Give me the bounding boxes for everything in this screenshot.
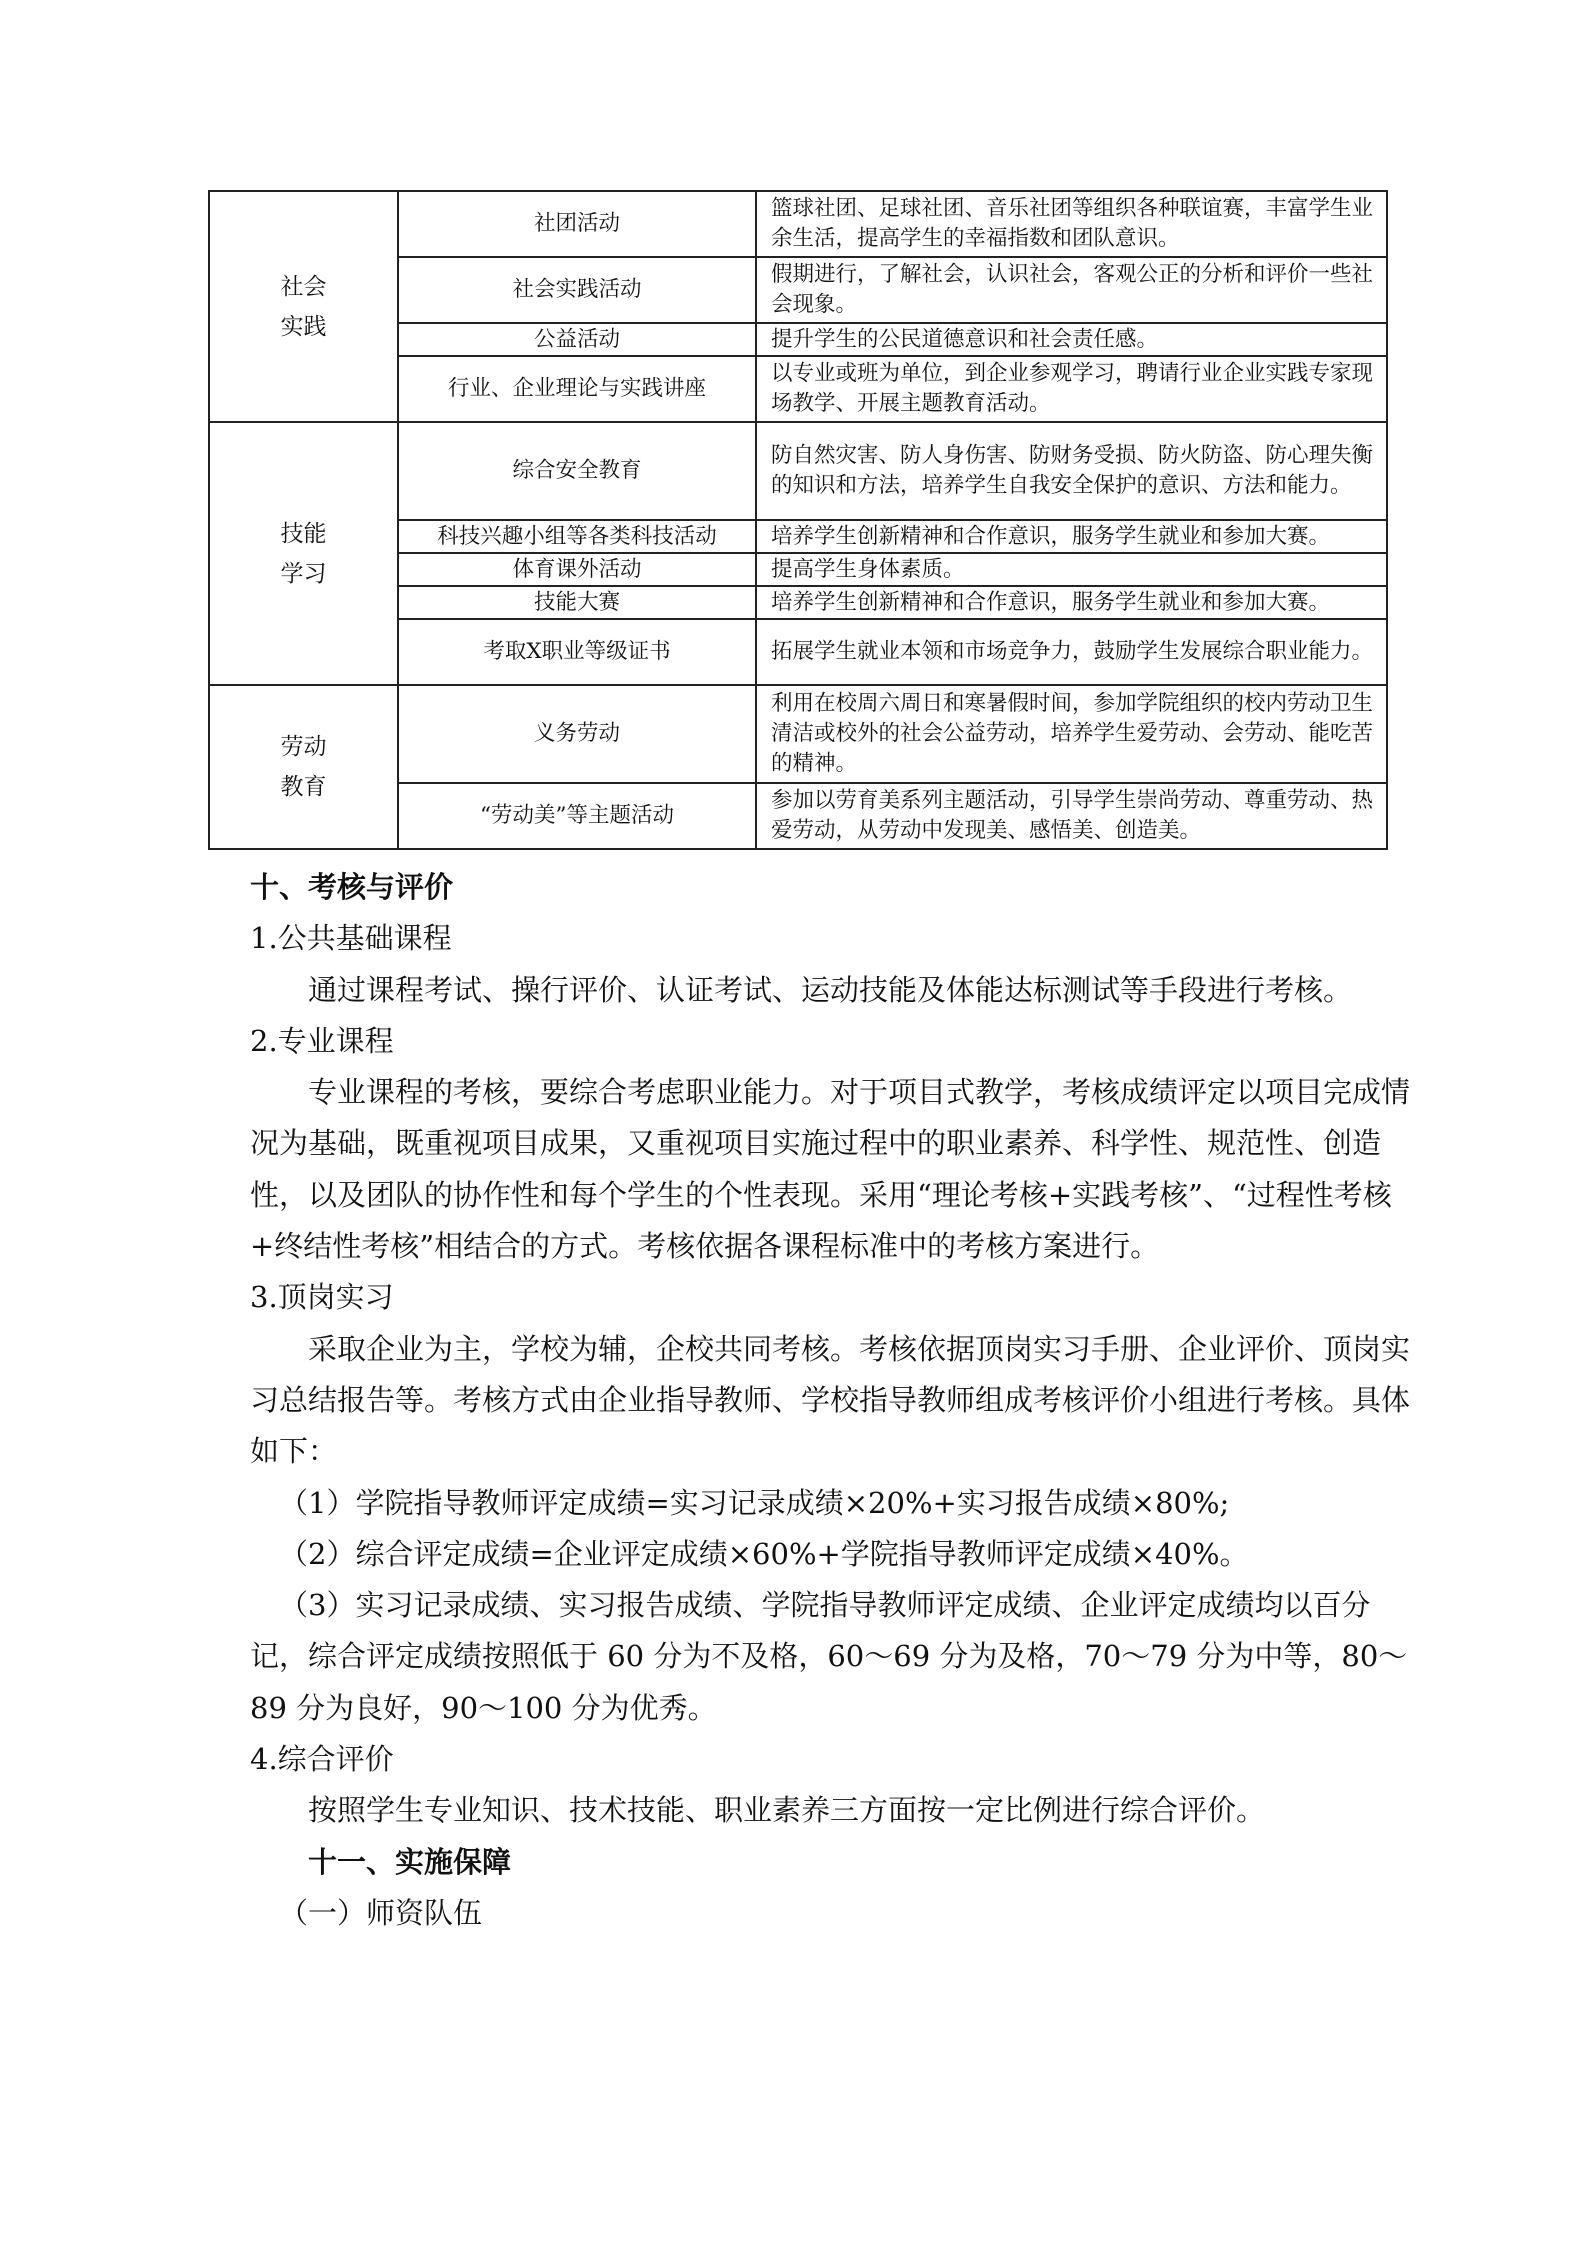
description-cell: 提高学生身体素质。 [756,553,1387,586]
activity-cell: 技能大赛 [398,586,756,619]
activity-cell: 综合安全教育 [398,422,756,520]
category-cell [209,422,398,685]
activity-cell: 社会实践活动 [398,257,756,323]
paragraph: 按照学生专业知识、技术技能、职业素养三方面按一定比例进行综合评价。 [308,1793,1266,1828]
category-cell [209,191,398,422]
paragraph: 专业课程的考核，要综合考虑职业能力。对于项目式教学，考核成绩评定以项目完成情况为基础，既重视项目成果，又重视项目实施过程中的职业素养、科学性、规范性、创造性，以及团队的协作性和每个学生的个性表现。采用“理论考核+实践考核”、“过程性考核+终结性考核”相结合的方式。考核依据各课程标准中的考核方案进行。 [250,1075,1411,1264]
table-row [209,685,1387,783]
list-item: （1）学院指导教师评定成绩=实习记录成绩×20%+实习报告成绩×80%; [279,1485,1230,1520]
description-cell: 利用在校周六周日和寒暑假时间，参加学院组织的校内劳动卫生清洁或校外的社会公益劳动，培养学生爱劳动、会劳动、能吃苦的精神。 [756,685,1387,783]
document-body [250,862,1418,1939]
subsection-heading: 2.专业课程 [250,1023,394,1058]
description-cell: 拓展学生就业本领和市场竞争力，鼓励学生发展综合职业能力。 [756,619,1387,685]
activity-cell: 科技兴趣小组等各类科技活动 [398,520,756,553]
description-cell: 防自然灾害、防人身伤害、防财务受损、防火防盗、防心理失衡的知识和方法，培养学生自我安全保护的意识、方法和能力。 [756,422,1387,520]
table-row [209,191,1387,257]
activity-cell: 行业、企业理论与实践讲座 [398,356,756,422]
list-item: （2）综合评定成绩=企业评定成绩×60%+学院指导教师评定成绩×40%。 [279,1536,1249,1571]
description-cell: 提升学生的公民道德意识和社会责任感。 [756,323,1387,356]
activity-cell: “劳动美”等主题活动 [398,783,756,849]
activity-cell: 义务劳动 [398,685,756,783]
paragraph: 通过课程考试、操行评价、认证考试、运动技能及体能达标测试等手段进行考核。 [308,972,1353,1007]
category-label: 劳动 教育 [280,734,327,800]
section-heading: 十、考核与评价 [250,870,454,904]
subsection-heading: 4.综合评价 [250,1742,394,1777]
description-cell: 参加以劳育美系列主题活动，引导学生崇尚劳动、尊重劳动、热爱劳动，从劳动中发现美、感悟美、创造美。 [756,783,1387,849]
list-item: （3）实习记录成绩、实习报告成绩、学院指导教师评定成绩、企业评定成绩均以百分记，综合评定成绩按照低于 60 分为不及格，60～69 分为及格，70～79 分为中等，80～89 分为良好，90～100 分为优秀。 [250,1588,1408,1725]
table-row [209,422,1387,520]
description-cell: 以专业或班为单位，到企业参观学习，聘请行业企业实践专家现场教学、开展主题教育活动。 [756,356,1387,422]
activity-cell: 体育课外活动 [398,553,756,586]
section-heading: 十一、实施保障 [308,1844,512,1879]
subsection-heading: （一）师资队伍 [279,1895,483,1930]
activity-cell: 社团活动 [398,191,756,257]
description-cell: 假期进行，了解社会，认识社会，客观公正的分析和评价一些社会现象。 [756,257,1387,323]
subsection-heading: 1.公共基础课程 [250,921,452,956]
category-label: 社会 实践 [280,273,327,340]
description-cell: 培养学生创新精神和合作意识，服务学生就业和参加大赛。 [756,520,1387,553]
category-cell [209,685,398,849]
activity-cell: 考取X职业等级证书 [398,619,756,685]
activity-cell: 公益活动 [398,323,756,356]
subsection-heading: 3.顶岗实习 [250,1280,394,1315]
description-cell: 培养学生创新精神和合作意识，服务学生就业和参加大赛。 [756,586,1387,619]
category-label: 技能 学习 [280,520,327,587]
description-cell: 篮球社团、足球社团、音乐社团等组织各种联谊赛，丰富学生业余生活，提高学生的幸福指数和团队意识。 [756,191,1387,257]
paragraph: 采取企业为主，学校为辅，企校共同考核。考核依据顶岗实习手册、企业评价、顶岗实习总结报告等。考核方式由企业指导教师、学校指导教师组成考核评价小组进行考核。具体如下： [250,1331,1411,1469]
activities-table [208,190,1388,850]
